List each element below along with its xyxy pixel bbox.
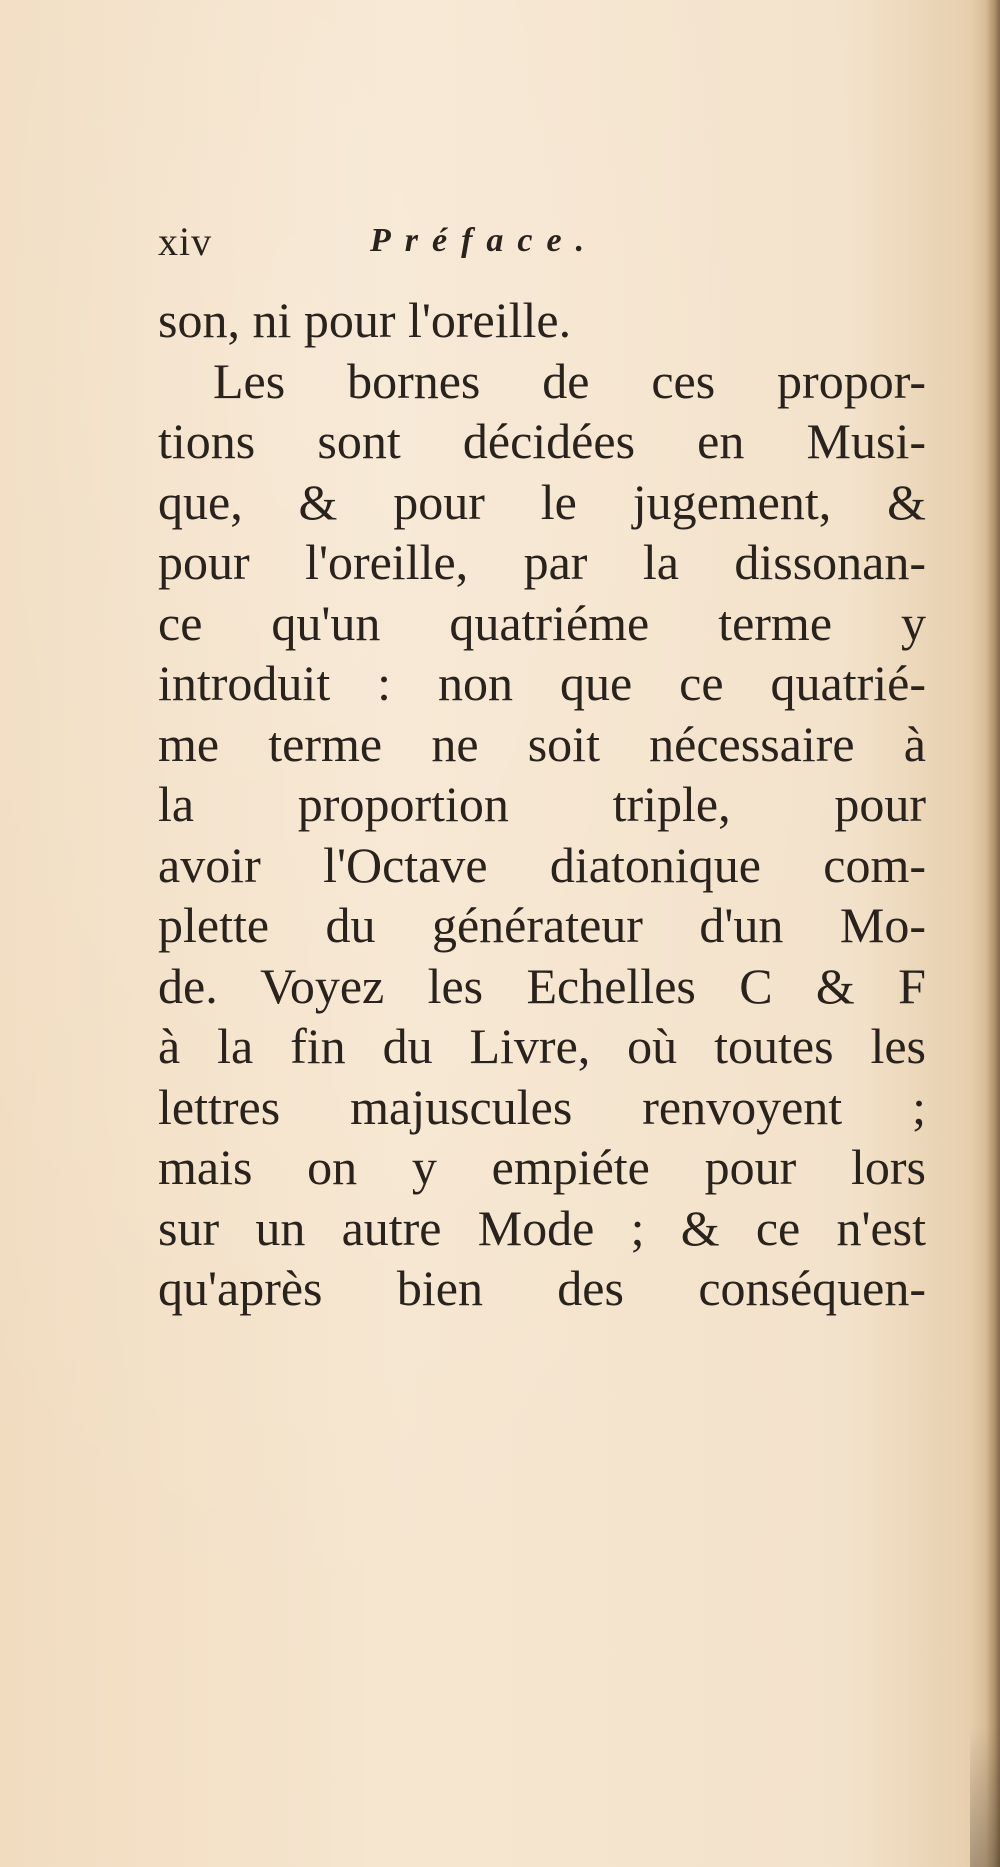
text-line: tions sont décidées en Musi-	[158, 413, 926, 469]
text-line: ce qu'un quatriéme terme y	[158, 594, 926, 651]
text-line: de. Voyez les Echelles C & F	[158, 957, 926, 1014]
text-line: sur un autre Mode ; & ce n'est	[158, 1199, 926, 1256]
text-line: que, & pour le jugement, &	[158, 473, 926, 530]
text-line: la proportion triple, pour	[158, 776, 926, 832]
page-number: xiv	[158, 219, 213, 264]
text-line: à la fin du Livre, où toutes les	[158, 1018, 926, 1074]
page-corner-shadow	[970, 1727, 1000, 1867]
text-line: avoir l'Octave diatonique com-	[158, 836, 926, 893]
page-edge-shadow	[986, 0, 1000, 1867]
text-line: Les bornes de ces propor-	[213, 352, 926, 409]
text-line: introduit : non que ce quatrié-	[158, 655, 926, 711]
text-line: lettres majuscules renvoyent ;	[158, 1078, 926, 1135]
text-line: qu'après bien des conséquen-	[158, 1260, 926, 1316]
running-head	[158, 218, 918, 270]
text-line: me terme ne soit nécessaire à	[158, 715, 926, 772]
text-line: plette du générateur d'un Mo-	[158, 897, 926, 953]
running-head-title: Préface.	[370, 222, 599, 259]
text-line: pour l'oreille, par la dissonan-	[158, 534, 926, 590]
body-text	[158, 290, 926, 1319]
text-line: mais on y empiéte pour lors	[158, 1139, 926, 1195]
text-line: son, ni pour l'oreille.	[158, 292, 572, 348]
